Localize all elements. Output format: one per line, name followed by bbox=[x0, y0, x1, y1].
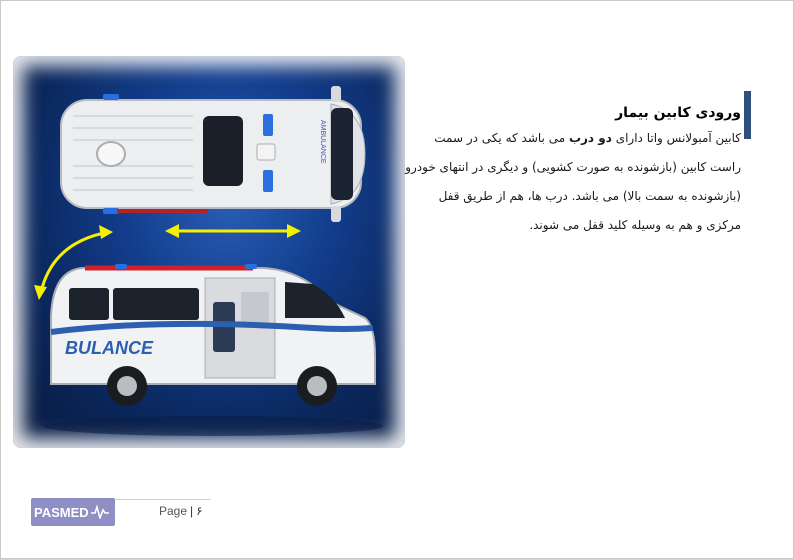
paragraph-bold-text: دو درب bbox=[568, 131, 612, 145]
section-text-block bbox=[401, 105, 741, 240]
paragraph-text-start: کابین آمبولانس واتا دارای bbox=[611, 131, 741, 145]
page-number: ۶ bbox=[196, 504, 203, 518]
pasmed-logo bbox=[31, 498, 115, 526]
logo-text: PASMED bbox=[34, 504, 89, 520]
page-number-footer bbox=[159, 504, 203, 518]
van-top-view bbox=[61, 86, 365, 222]
footer-divider bbox=[115, 499, 211, 500]
paragraph-text-end: می باشد که یکی در سمت راست کابین (بازشونده به صورت کشویی) و دیگری در انتهای خودرو (بازشونده به سمت بالا) می باشد. درب ها، هم از طریق قفل مرکزی و هم به وسیله کلید قفل می شوند. bbox=[405, 131, 741, 232]
page-separator: | bbox=[190, 504, 194, 518]
ambulance-photo bbox=[13, 56, 405, 448]
page-label: Page bbox=[159, 504, 188, 518]
ambulance-illustration bbox=[13, 56, 405, 448]
heartbeat-icon bbox=[91, 505, 109, 519]
van-side-text: BULANCE bbox=[65, 338, 153, 358]
section-paragraph bbox=[401, 124, 741, 240]
section-accent-bar bbox=[744, 91, 751, 139]
van-side-view bbox=[43, 264, 383, 436]
van-hood-text: AMBULANCE bbox=[319, 120, 326, 164]
section-heading: ورودی کابین بیمار bbox=[615, 105, 741, 121]
